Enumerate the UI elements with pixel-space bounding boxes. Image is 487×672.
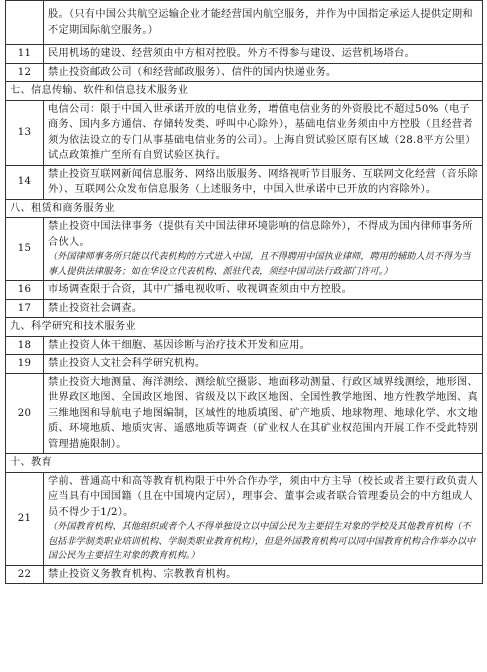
section-header-row (6, 82, 483, 101)
row-number: 15 (6, 218, 44, 281)
row-number: 20 (6, 373, 44, 454)
row-number: 14 (6, 165, 44, 199)
row-number: 12 (6, 63, 44, 82)
table-row (6, 355, 483, 374)
row-text: 股。（只有中国公共航空运输企业才能经营国内航空服务，并作为中国指定承运人提供定期和不定期国际航空服务。） (44, 1, 483, 45)
row-number: 17 (6, 299, 44, 318)
row-text (44, 218, 483, 281)
row-text-main: 禁止投资中国法律事务（提供有关中国法律环境影响的信息除外），不得成为国内律师事务所合伙人。 (48, 221, 473, 248)
row-number: 16 (6, 281, 44, 300)
table-row (6, 1, 483, 45)
table-row (6, 373, 483, 454)
row-text: 禁止投资社会调查。 (44, 299, 483, 318)
section-title: 七、信息传输、软件和信息技术服务业 (6, 82, 483, 101)
table-row (6, 281, 483, 300)
row-text-note: （外国教育机构、其他组织或者个人不得单独设立以中国公民为主要招生对象的学校及其他教育机构（不包括非学制类职业培训机构、学制类职业教育机构），但是外国教育机构可以同中国教育机构合作举办以中国公民为主要招生对象的教育机构。） (48, 521, 476, 561)
section-title: 八、租赁和商务服务业 (6, 199, 483, 218)
table-row (6, 299, 483, 318)
section-header-row (6, 318, 483, 337)
row-text: 禁止投资大地测量、海洋测绘、测绘航空摄影、地面移动测量、行政区域界线测绘，地形图、世界政区地图、全国政区地图、省级及以下政区地图、全国性教学地图、地方性教学地图、真三维地图和导航电子地图编制，区域性的地质填图、矿产地质、地球物理、地球化学、水文地质、环境地质、地质灾害、遥感地质等调查（矿业权人在其矿业权范围内开展工作不受此特别管理措施限制）。 (44, 373, 483, 454)
table-row (6, 565, 483, 584)
table-row (6, 45, 483, 64)
row-text: 禁止投资义务教育机构、宗教教育机构。 (44, 565, 483, 584)
section-header-row (6, 454, 483, 473)
section-header-row (6, 199, 483, 218)
row-text: 禁止投资互联网新闻信息服务、网络出版服务、网络视听节目服务、互联网文化经营（音乐除外）、互联网公众发布信息服务（上述服务中，中国入世承诺中已开放的内容除外）。 (44, 165, 483, 199)
row-text: 禁止投资邮政公司（和经营邮政服务）、信件的国内快递业务。 (44, 63, 483, 82)
table-row (6, 63, 483, 82)
row-text-note: （外国律师事务所只能以代表机构的方式进入中国，且不得聘用中国执业律师，聘用的辅助人员不得为当事人提供法律服务；如在华设立代表机构、派驻代表，须经中国司法行政部门许可。） (48, 251, 471, 277)
row-text: 民用机场的建设、经营须由中方相对控股。外方不得参与建设、运营机场塔台。 (44, 45, 483, 64)
row-text: 禁止投资人体干细胞、基因诊断与治疗技术开发和应用。 (44, 336, 483, 355)
row-text: 禁止投资人文社会科学研究机构。 (44, 355, 483, 374)
row-number: 19 (6, 355, 44, 374)
section-title: 十、教育 (6, 454, 483, 473)
row-number (6, 1, 44, 45)
row-text: 市场调查限于合资，其中广播电视收听、收视调查须由中方控股。 (44, 281, 483, 300)
row-number: 21 (6, 472, 44, 565)
table-row (6, 472, 483, 565)
table-row (6, 100, 483, 165)
table-row (6, 218, 483, 281)
row-text: 电信公司：限于中国入世承诺开放的电信业务，增值电信业务的外资股比不超过50%（电子商务、国内多方通信、存储转发类、呼叫中心除外），基础电信业务须由中方控股（且经营者须为依法设立的专门从事基础电信业务的公司）。上海自贸试验区原有区域（28.8平方公里）试点政策推广至所有自贸试验区执行。 (44, 100, 483, 165)
negative-list-table (5, 0, 483, 584)
row-number: 22 (6, 565, 44, 584)
table-row (6, 336, 483, 355)
row-number: 18 (6, 336, 44, 355)
row-number: 11 (6, 45, 44, 64)
row-text (44, 472, 483, 565)
row-number: 13 (6, 100, 44, 165)
row-text-main: 学前、普通高中和高等教育机构限于中外合作办学，须由中方主导（校长或者主要行政负责人应当具有中国国籍（且在中国境内定居），理事会、董事会或者联合管理委员会的中方组成人员不得少于1/2）。 (48, 475, 478, 518)
table-row (6, 165, 483, 199)
section-title: 九、科学研究和技术服务业 (6, 318, 483, 337)
